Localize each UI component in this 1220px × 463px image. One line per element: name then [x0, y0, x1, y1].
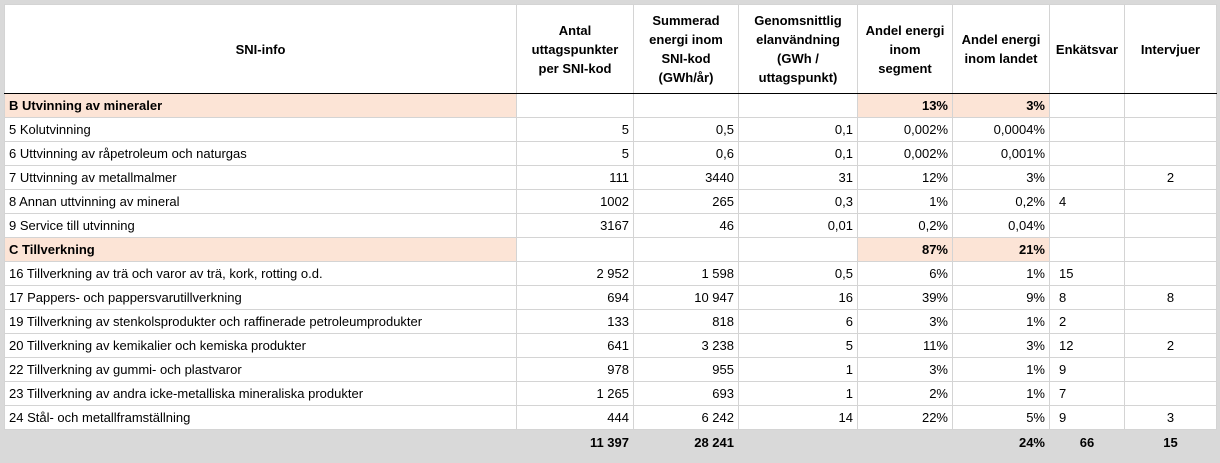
summerad-energi-cell[interactable]: 3440	[634, 166, 739, 190]
summerad-energi-cell[interactable]: 955	[634, 358, 739, 382]
andel-segment-cell[interactable]: 39%	[858, 286, 953, 310]
enkatsvar-cell[interactable]: 2	[1050, 310, 1125, 334]
summerad-energi-cell[interactable]	[634, 94, 739, 118]
antal-cell[interactable]: 694	[517, 286, 634, 310]
total-antal-cell[interactable]: 11 397	[517, 430, 634, 455]
andel-segment-cell[interactable]: 87%	[858, 238, 953, 262]
andel-landet-cell[interactable]: 9%	[953, 286, 1050, 310]
table-row	[5, 118, 1217, 142]
genomsnitt-cell[interactable]	[739, 94, 858, 118]
intervjuer-cell[interactable]	[1125, 238, 1217, 262]
header-sni-info[interactable]	[5, 5, 517, 94]
header-enkatsvar[interactable]	[1050, 5, 1125, 94]
sni-info-cell[interactable]: 17 Pappers- och pappersvarutillverkning	[5, 286, 517, 310]
intervjuer-cell[interactable]: 8	[1125, 286, 1217, 310]
enkatsvar-cell[interactable]: 8	[1050, 286, 1125, 310]
andel-landet-cell[interactable]: 3%	[953, 94, 1050, 118]
sni-energy-table	[4, 4, 1217, 455]
header-line: (GWh /	[777, 51, 819, 66]
andel-landet-cell[interactable]: 3%	[953, 334, 1050, 358]
genomsnitt-cell[interactable]: 0,01	[739, 214, 858, 238]
intervjuer-cell[interactable]	[1125, 214, 1217, 238]
table-row	[5, 190, 1217, 214]
intervjuer-cell[interactable]: 2	[1125, 166, 1217, 190]
header-genomsnittlig-elanvandning[interactable]	[739, 5, 858, 94]
table-row	[5, 406, 1217, 430]
antal-cell[interactable]: 111	[517, 166, 634, 190]
header-line: energi inom	[649, 32, 723, 47]
andel-segment-cell[interactable]: 3%	[858, 358, 953, 382]
intervjuer-cell[interactable]	[1125, 190, 1217, 214]
andel-landet-cell[interactable]: 0,04%	[953, 214, 1050, 238]
intervjuer-cell[interactable]	[1125, 142, 1217, 166]
genomsnitt-cell[interactable]	[739, 238, 858, 262]
sni-info-cell[interactable]: 22 Tillverkning av gummi- och plastvaror	[5, 358, 517, 382]
header-line: (GWh/år)	[658, 70, 714, 85]
intervjuer-cell[interactable]	[1125, 310, 1217, 334]
header-line: Antal	[558, 22, 592, 38]
header-row	[5, 5, 1217, 94]
intervjuer-cell[interactable]: 3	[1125, 406, 1217, 430]
andel-landet-cell[interactable]: 1%	[953, 262, 1050, 286]
antal-cell[interactable]: 1 265	[517, 382, 634, 406]
summerad-energi-cell[interactable]: 818	[634, 310, 739, 334]
antal-cell[interactable]: 5	[517, 118, 634, 142]
andel-landet-cell[interactable]: 3%	[953, 166, 1050, 190]
andel-landet-cell[interactable]: 1%	[953, 382, 1050, 406]
antal-cell[interactable]: 1002	[517, 190, 634, 214]
total-intervjuer-cell[interactable]: 15	[1125, 430, 1217, 455]
andel-segment-cell[interactable]: 0,2%	[858, 214, 953, 238]
total-sni-info-cell[interactable]	[5, 430, 517, 455]
summerad-energi-cell[interactable]: 0,6	[634, 142, 739, 166]
sni-info-cell[interactable]: C Tillverkning	[5, 238, 517, 262]
andel-landet-cell[interactable]: 1%	[953, 310, 1050, 334]
header-line: Genomsnittlig	[754, 13, 842, 28]
header-andel-energi-segment[interactable]	[858, 5, 953, 94]
andel-landet-cell[interactable]: 1%	[953, 358, 1050, 382]
header-line: Andel energi	[961, 32, 1041, 47]
enkatsvar-cell[interactable]: 7	[1050, 382, 1125, 406]
genomsnitt-cell[interactable]: 0,1	[739, 118, 858, 142]
antal-cell[interactable]: 2 952	[517, 262, 634, 286]
andel-segment-cell[interactable]: 2%	[858, 382, 953, 406]
summerad-energi-cell[interactable]: 46	[634, 214, 739, 238]
table-row	[5, 334, 1217, 358]
andel-segment-cell[interactable]: 0,002%	[858, 118, 953, 142]
header-line: elanvändning	[756, 32, 840, 47]
andel-segment-cell[interactable]: 3%	[858, 310, 953, 334]
enkatsvar-cell[interactable]	[1050, 214, 1125, 238]
header-line: SNI-info	[235, 41, 286, 57]
enkatsvar-cell[interactable]	[1050, 142, 1125, 166]
genomsnitt-cell[interactable]: 14	[739, 406, 858, 430]
summerad-energi-cell[interactable]: 693	[634, 382, 739, 406]
enkatsvar-cell[interactable]	[1050, 94, 1125, 118]
table-body	[5, 94, 1217, 455]
total-andel-landet-cell[interactable]: 24%	[953, 430, 1050, 455]
genomsnitt-cell[interactable]: 1	[739, 382, 858, 406]
andel-segment-cell[interactable]: 6%	[858, 262, 953, 286]
antal-cell[interactable]: 978	[517, 358, 634, 382]
header-line: inom	[889, 41, 921, 57]
total-summerad-energi-cell[interactable]: 28 241	[634, 430, 739, 455]
summerad-energi-cell[interactable]: 1 598	[634, 262, 739, 286]
andel-landet-cell[interactable]: 0,001%	[953, 142, 1050, 166]
total-andel-segment-cell[interactable]	[858, 430, 953, 455]
antal-cell[interactable]: 444	[517, 406, 634, 430]
header-line: Enkätsvar	[1055, 41, 1119, 57]
header-line: Andel energi	[865, 22, 945, 38]
header-line: Intervjuer	[1140, 41, 1201, 57]
header-antal-uttagspunkter[interactable]	[517, 5, 634, 94]
summerad-energi-cell[interactable]: 265	[634, 190, 739, 214]
genomsnitt-cell[interactable]: 5	[739, 334, 858, 358]
enkatsvar-cell[interactable]: 9	[1050, 406, 1125, 430]
antal-cell[interactable]	[517, 238, 634, 262]
summerad-energi-cell[interactable]: 3 238	[634, 334, 739, 358]
sni-info-cell[interactable]: 5 Kolutvinning	[5, 118, 517, 142]
sni-info-cell[interactable]: B Utvinning av mineraler	[5, 94, 517, 118]
antal-cell[interactable]: 641	[517, 334, 634, 358]
table-row	[5, 358, 1217, 382]
summerad-energi-cell[interactable]: 0,5	[634, 118, 739, 142]
enkatsvar-cell[interactable]	[1050, 118, 1125, 142]
enkatsvar-cell[interactable]: 4	[1050, 190, 1125, 214]
andel-landet-cell[interactable]: 5%	[953, 406, 1050, 430]
andel-segment-cell[interactable]: 11%	[858, 334, 953, 358]
genomsnitt-cell[interactable]: 1	[739, 358, 858, 382]
andel-segment-cell[interactable]: 0,002%	[858, 142, 953, 166]
sni-info-cell[interactable]: 6 Uttvinning av råpetroleum och naturgas	[5, 142, 517, 166]
header-summerad-energi[interactable]	[634, 5, 739, 94]
header-line: Summerad	[652, 13, 720, 28]
header-line: uttagspunkt)	[758, 70, 838, 85]
enkatsvar-cell[interactable]: 12	[1050, 334, 1125, 358]
table-row	[5, 262, 1217, 286]
intervjuer-cell[interactable]	[1125, 94, 1217, 118]
intervjuer-cell[interactable]	[1125, 262, 1217, 286]
andel-segment-cell[interactable]: 13%	[858, 94, 953, 118]
header-andel-energi-landet[interactable]	[953, 5, 1050, 94]
intervjuer-cell[interactable]	[1125, 358, 1217, 382]
genomsnitt-cell[interactable]: 6	[739, 310, 858, 334]
genomsnitt-cell[interactable]: 16	[739, 286, 858, 310]
sni-info-cell[interactable]: 24 Stål- och metallframställning	[5, 406, 517, 430]
enkatsvar-cell[interactable]: 15	[1050, 262, 1125, 286]
table-row	[5, 214, 1217, 238]
sni-info-cell[interactable]: 7 Uttvinning av metallmalmer	[5, 166, 517, 190]
andel-landet-cell[interactable]: 0,0004%	[953, 118, 1050, 142]
antal-cell[interactable]: 5	[517, 142, 634, 166]
summerad-energi-cell[interactable]: 6 242	[634, 406, 739, 430]
sni-info-cell[interactable]: 19 Tillverkning av stenkolsprodukter och raffinerade petroleumprodukter	[5, 310, 517, 334]
sni-info-cell[interactable]: 8 Annan uttvinning av mineral	[5, 190, 517, 214]
intervjuer-cell[interactable]	[1125, 382, 1217, 406]
andel-segment-cell[interactable]: 12%	[858, 166, 953, 190]
header-line: uttagspunkter	[531, 41, 619, 57]
totals-row	[5, 430, 1217, 455]
antal-cell[interactable]: 133	[517, 310, 634, 334]
enkatsvar-cell[interactable]: 9	[1050, 358, 1125, 382]
total-genomsnitt-cell[interactable]	[739, 430, 858, 455]
segment-row	[5, 94, 1217, 118]
summerad-energi-cell[interactable]	[634, 238, 739, 262]
header-line: SNI-kod	[661, 51, 711, 66]
andel-segment-cell[interactable]: 22%	[858, 406, 953, 430]
header-line: inom landet	[964, 51, 1038, 66]
header-line: per SNI-kod	[538, 60, 612, 76]
intervjuer-cell[interactable]	[1125, 118, 1217, 142]
andel-landet-cell[interactable]: 21%	[953, 238, 1050, 262]
table-row	[5, 142, 1217, 166]
genomsnitt-cell[interactable]: 31	[739, 166, 858, 190]
total-enkatsvar-cell[interactable]: 66	[1050, 430, 1125, 455]
segment-row	[5, 238, 1217, 262]
andel-segment-cell[interactable]: 1%	[858, 190, 953, 214]
enkatsvar-cell[interactable]	[1050, 166, 1125, 190]
enkatsvar-cell[interactable]	[1050, 238, 1125, 262]
genomsnitt-cell[interactable]: 0,1	[739, 142, 858, 166]
sni-info-cell[interactable]: 20 Tillverkning av kemikalier och kemiska produkter	[5, 334, 517, 358]
table-row	[5, 310, 1217, 334]
sni-info-cell[interactable]: 9 Service till utvinning	[5, 214, 517, 238]
table-row	[5, 382, 1217, 406]
sni-info-cell[interactable]: 23 Tillverkning av andra icke-metalliska mineraliska produkter	[5, 382, 517, 406]
intervjuer-cell[interactable]: 2	[1125, 334, 1217, 358]
table-row	[5, 166, 1217, 190]
header-intervjuer[interactable]	[1125, 5, 1217, 94]
genomsnitt-cell[interactable]: 0,3	[739, 190, 858, 214]
summerad-energi-cell[interactable]: 10 947	[634, 286, 739, 310]
header-line: segment	[878, 60, 932, 76]
andel-landet-cell[interactable]: 0,2%	[953, 190, 1050, 214]
table-row	[5, 286, 1217, 310]
antal-cell[interactable]: 3167	[517, 214, 634, 238]
antal-cell[interactable]	[517, 94, 634, 118]
genomsnitt-cell[interactable]: 0,5	[739, 262, 858, 286]
sni-info-cell[interactable]: 16 Tillverkning av trä och varor av trä, kork, rotting o.d.	[5, 262, 517, 286]
